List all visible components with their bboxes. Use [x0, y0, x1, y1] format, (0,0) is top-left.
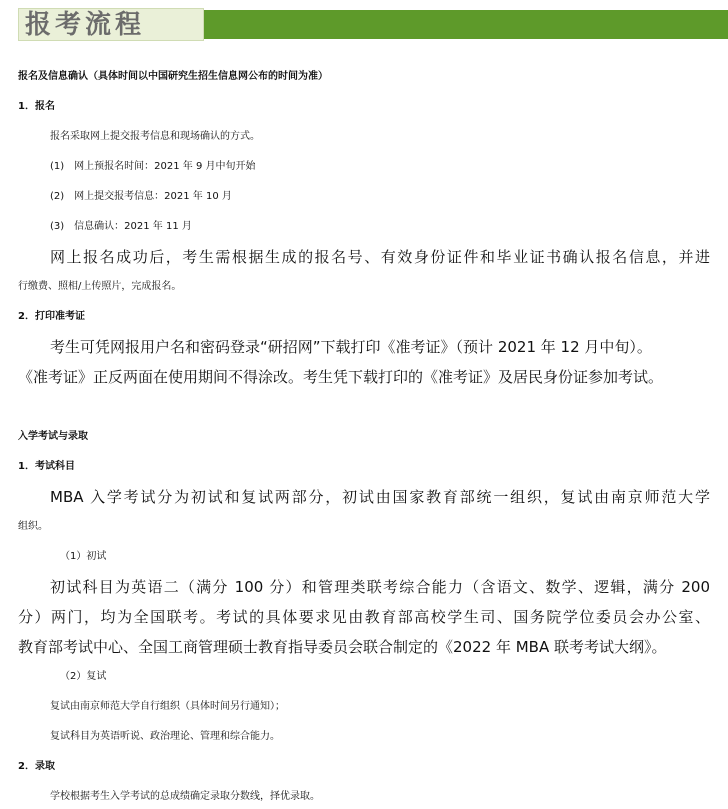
paragraph-line: 复试由南京师范大学自行组织（具体时间另行通知）； — [50, 701, 285, 712]
paragraph-line: 报名采取网上提交报考信息和现场确认的方式。 — [50, 131, 260, 142]
paragraph-line: 教育部考试中心、全国工商管理硕士教育指导委员会联合制定的《2022 年 MBA 联考考试大纲》。 — [18, 638, 667, 656]
subheading: 2．打印准考证 — [18, 311, 85, 322]
list-item: (3) 信息确认：2021 年 11 月 — [50, 221, 192, 232]
paragraph-line: MBA 入学考试分为初试和复试两部分，初试由国家教育部统一组织，复试由南京师范大学 — [50, 488, 710, 506]
subheading: 1．考试科目 — [18, 461, 75, 472]
paragraph-line: 学校根据考生入学考试的总成绩确定录取分数线，择优录取。 — [50, 791, 320, 802]
paragraph-line: 初试科目为英语二（满分 100 分）和管理类联考综合能力（含语文、数学、逻辑，满分 200 — [50, 578, 710, 596]
section-title: 报考流程 — [18, 8, 204, 41]
paragraph-line: 网上报名成功后，考生需根据生成的报名号、有效身份证件和毕业证书确认报名信息，并进 — [50, 248, 710, 266]
subheading: 1．报名 — [18, 101, 55, 112]
section-heading: 报名及信息确认（具体时间以中国研究生招生信息网公布的时间为准） — [18, 71, 328, 82]
paragraph-line: 复试科目为英语听说、政治理论、管理和综合能力。 — [50, 731, 280, 742]
subheading: 2．录取 — [18, 761, 55, 772]
paragraph-line: 考生可凭网报用户名和密码登录“研招网”下载打印《准考证》（预计 2021 年 12 月中旬）。 — [50, 338, 652, 356]
paragraph-line: 《准考证》正反两面在使用期间不得涂改。考生凭下载打印的《准考证》及居民身份证参加考试。 — [18, 368, 664, 386]
section-heading: 入学考试与录取 — [18, 431, 88, 442]
paragraph-line: 行缴费、照相/上传照片，完成报名。 — [18, 281, 182, 292]
list-item: (2) 网上提交报考信息：2021 年 10 月 — [50, 191, 232, 202]
paragraph-line: 组织。 — [18, 521, 48, 532]
paragraph-line: 分）两门，均为全国联考。考试的具体要求见由教育部高校学生司、国务院学位委员会办公室、 — [18, 608, 710, 626]
sub-item-heading: （1）初试 — [60, 551, 107, 562]
list-item: (1) 网上预报名时间：2021 年 9 月中旬开始 — [50, 161, 256, 172]
sub-item-heading: （2）复试 — [60, 671, 107, 682]
